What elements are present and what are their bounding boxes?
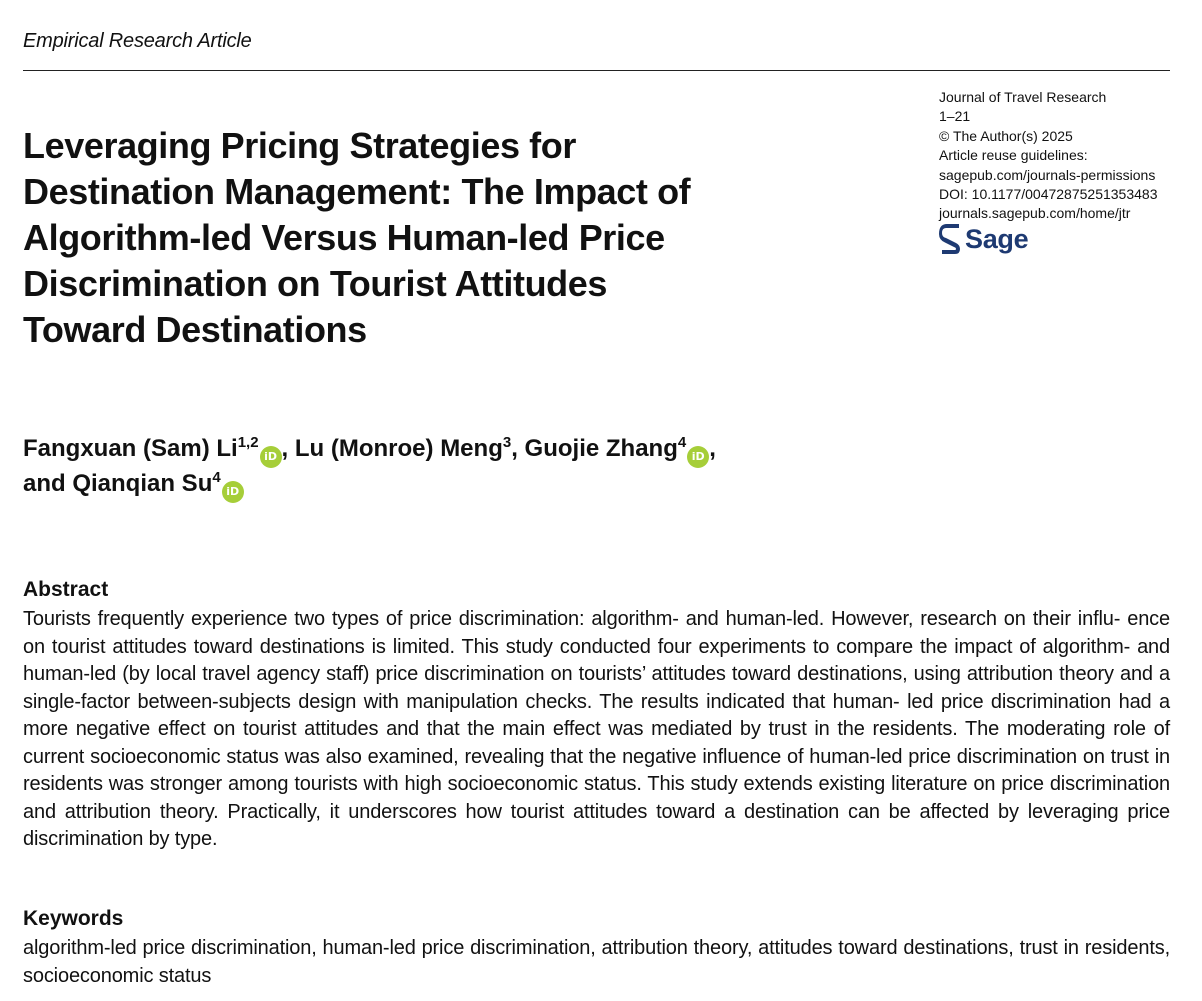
journal-info-block (939, 88, 1179, 224)
author-separator: , (281, 435, 295, 462)
title-line: Destination Management: The Impact of (23, 171, 691, 212)
page-range: 1–21 (939, 108, 971, 125)
sage-s-icon (939, 223, 961, 255)
sage-logo[interactable] (939, 222, 1028, 256)
author-separator: , (511, 435, 525, 462)
reuse-guidelines-label: Article reuse guidelines: (939, 147, 1088, 164)
orcid-icon[interactable]: iD (687, 446, 709, 468)
title-line: Algorithm-led Versus Human-led Price (23, 217, 665, 258)
article-type-label: Empirical Research Article (23, 30, 252, 52)
abstract-heading: Abstract (23, 578, 109, 601)
author-name: and Qianqian Su (23, 470, 213, 497)
keywords-body: algorithm-led price discrimination, human-led price discrimination, attribution theory, attitudes toward destinations, trust in residents, socioeconomic status (23, 937, 1170, 987)
title-line: Leveraging Pricing Strategies for (23, 125, 576, 166)
author-separator: , (709, 435, 716, 462)
title-line: Discrimination on Tourist Attitudes (23, 263, 608, 304)
reuse-guidelines-link[interactable]: sagepub.com/journals-permissions (939, 166, 1156, 183)
author-affiliation: 3 (502, 434, 512, 451)
journal-name: Journal of Travel Research (939, 89, 1107, 105)
title-line: Toward Destinations (23, 309, 367, 350)
copyright-notice: © The Author(s) 2025 (939, 127, 1073, 144)
author-affiliation: 1,2 (237, 434, 259, 451)
author-name: Fangxuan (Sam) Li (23, 435, 238, 462)
author-affiliation: 4 (212, 469, 221, 486)
doi[interactable]: DOI: 10.1177/00472875251353483 (939, 186, 1158, 203)
orcid-icon[interactable]: iD (222, 481, 244, 503)
author-name: Guojie Zhang (524, 435, 678, 462)
abstract-body: Tourists frequently experience two types of price discrimination: algorithm- and human-led. However, research on their influ- ence on tourist attitudes toward destinations is limited. This study conducted four experiments to compare the impact of algorithm- and human-led (by local travel agency staff) price discrimination on tourists’ attitudes toward destinations, using attribution theory and a single-factor between-subjects design with manipulation checks. The results indicated that human- led price discrimination had a more negative effect on tourist attitudes and that the main effect was mediated by trust in the residents. The moderating role of current socioeconomic status was also examined, revealing that the negative influence of human-led price discrimination on trust in residents was stronger among tourists with high socioeconomic status. This study extends existing literature on price discrimination and attribution theory. Practically, it underscores how tourist attitudes toward a destination can be affected by leveraging price discrimination by type. (23, 608, 1170, 850)
orcid-icon[interactable]: iD (260, 446, 282, 468)
article-title (23, 123, 843, 353)
journal-home-link[interactable]: journals.sagepub.com/home/jtr (939, 205, 1131, 222)
header-divider (23, 70, 1170, 71)
author-list (23, 433, 923, 503)
sage-wordmark: Sage (965, 223, 1029, 254)
author-line (23, 433, 923, 468)
keywords-heading: Keywords (23, 907, 124, 930)
author-line (23, 468, 923, 503)
author-affiliation: 4 (677, 434, 687, 451)
author-name: Lu (Monroe) Meng (294, 435, 503, 462)
